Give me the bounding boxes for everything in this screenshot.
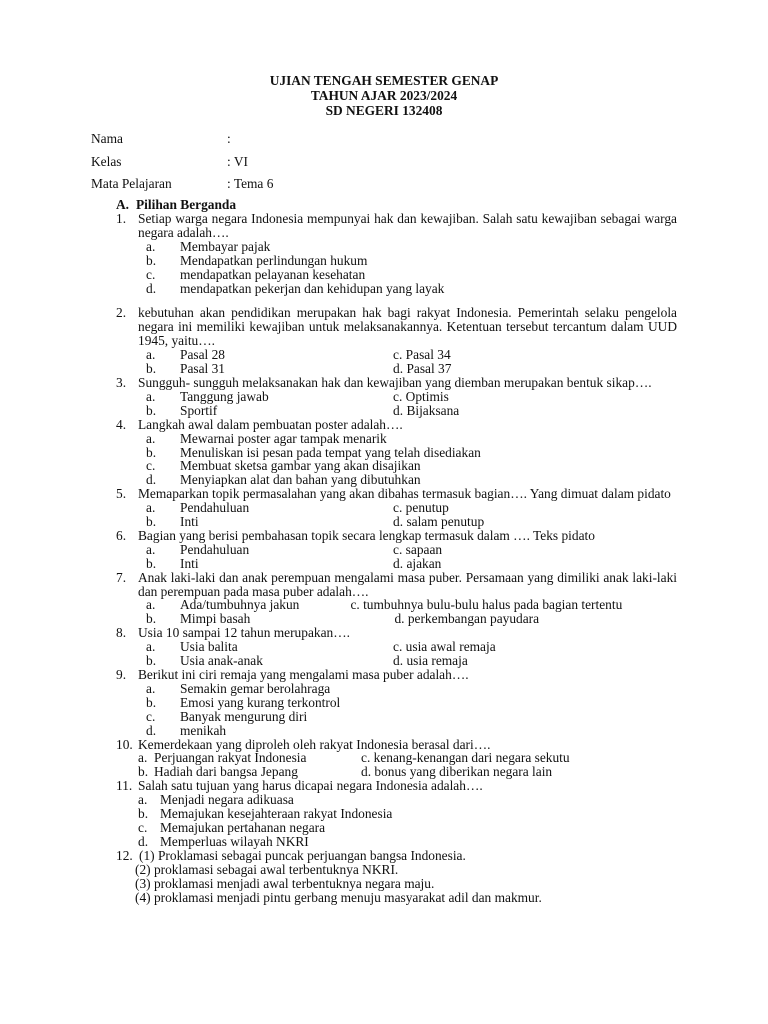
option-grid: [146, 348, 677, 376]
question-number: 6.: [116, 527, 127, 543]
option-letter: a.: [146, 541, 156, 557]
option-letter: b.: [146, 361, 157, 377]
question-4: [116, 418, 677, 488]
option-text: Membuat sketsa gambar yang akan disajikan: [180, 458, 421, 474]
option-d: [393, 404, 677, 418]
question-11: [116, 779, 677, 849]
question-number: 11.: [116, 778, 133, 794]
option-c: [138, 821, 677, 835]
info-label: Mata Pelajaran: [91, 176, 172, 191]
option-text: Memajukan kesejahteraan rakyat Indonesia: [160, 806, 393, 822]
option-text: d. usia remaja: [393, 653, 468, 669]
exam-header: [0, 73, 768, 118]
option-text: Tanggung jawab: [180, 388, 269, 404]
question-text: Usia 10 sampai 12 tahun merupakan….: [138, 625, 350, 641]
option-a: [146, 640, 393, 654]
question-number: 1.: [116, 211, 127, 226]
option-grid: [146, 390, 677, 418]
statement-4: (4) proklamasi menjadi pintu gerbang menuju masyarakat adil dan makmur.: [135, 889, 542, 905]
question-10: [116, 738, 677, 780]
option-c: [146, 710, 677, 724]
option-letter: a.: [146, 347, 156, 363]
option-d: [349, 612, 677, 626]
option-text: d. perkembangan payudara: [394, 611, 540, 627]
academic-year: TAHUN AJAR 2023/2024: [310, 88, 458, 103]
info-label: Nama: [91, 131, 123, 146]
question-number: 8.: [116, 625, 127, 641]
option-text: mendapatkan pekerjan dan kehidupan yang layak: [180, 280, 445, 296]
option-text: Menyiapkan alat dan bahan yang dibutuhkan: [180, 472, 421, 488]
option-list: [138, 793, 677, 849]
question-number: 10.: [116, 736, 133, 752]
info-value: :: [227, 131, 231, 146]
question-8: [116, 626, 677, 668]
option-d: [361, 765, 584, 779]
option-text: Banyak mengurung diri: [180, 708, 308, 724]
option-c: [146, 459, 677, 473]
option-text: Usia anak-anak: [180, 653, 263, 669]
option-letter: c.: [138, 819, 148, 835]
option-letter: a.: [138, 792, 148, 808]
option-text: d. bonus yang diberikan negara lain: [361, 764, 553, 780]
option-letter: b.: [146, 694, 157, 710]
option-letter: b.: [146, 402, 157, 418]
option-grid: [146, 543, 677, 571]
option-letter: b.: [146, 514, 157, 530]
option-a: [146, 598, 350, 612]
statement-3: (3) proklamasi menjadi awal terbentuknya negara maju.: [135, 875, 435, 891]
question-text: kebutuhan akan pendidikan merupakan hak bagi rakyat Indonesia. Pemerintah selaku pengelola negara ini memiliki kewajiban untuk melaksanakannya. Ketentuan tersebut tercantum dalam UUD 1945, yaitu….: [138, 305, 677, 349]
option-a: [146, 543, 393, 557]
option-letter: a.: [146, 238, 156, 254]
info-row-subject: [91, 176, 273, 199]
option-text: Hadiah dari bangsa Jepang: [154, 764, 298, 780]
option-letter: a.: [146, 388, 156, 404]
option-letter: a.: [146, 597, 156, 613]
option-letter: d.: [146, 472, 157, 488]
question-1: [116, 212, 677, 295]
option-text: c. Optimis: [393, 388, 449, 404]
question-number: 5.: [116, 486, 127, 502]
option-a: [146, 390, 393, 404]
option-a: [146, 432, 677, 446]
question-text: Sungguh- sungguh melaksanakan hak dan kewajiban yang diemban merupakan bentuk sikap….: [138, 374, 652, 390]
option-text: Mewarnai poster agar tampak menarik: [180, 430, 387, 446]
question-list: [116, 212, 677, 904]
student-info: [91, 131, 273, 199]
option-text: Emosi yang kurang terkontrol: [180, 694, 341, 710]
option-grid: [146, 598, 677, 626]
option-text: c. kenang-kenangan dari negara sekutu: [361, 750, 570, 766]
option-b: [146, 696, 677, 710]
question-9: [116, 668, 677, 738]
option-text: c. Pasal 34: [393, 347, 451, 363]
option-text: Pasal 31: [180, 361, 226, 377]
option-c: [393, 390, 677, 404]
option-d: [146, 473, 677, 487]
option-grid: [138, 751, 677, 779]
option-letter: c.: [146, 708, 156, 724]
option-text: Pendahuluan: [180, 500, 250, 516]
info-row-name: [91, 131, 273, 154]
option-text: d. Bijaksana: [393, 402, 460, 418]
option-text: Sportif: [180, 402, 218, 418]
option-text: c. usia awal remaja: [393, 639, 496, 655]
option-text: Memperluas wilayah NKRI: [160, 833, 309, 849]
question-number: 7.: [116, 569, 127, 585]
question-text: Berikut ini ciri remaja yang mengalami masa puber adalah….: [138, 667, 469, 682]
school-name: SD NEGERI 132408: [325, 103, 443, 118]
question-number: 2.: [116, 305, 127, 321]
option-a: [146, 682, 677, 696]
option-text: Ada/tumbuhnya jakun: [180, 597, 300, 613]
option-letter: a.: [146, 430, 156, 446]
option-c: [393, 543, 677, 557]
option-letter: d.: [138, 833, 149, 849]
info-value: : VI: [227, 153, 248, 169]
question-6: [116, 529, 677, 571]
section-heading: [116, 198, 236, 212]
option-text: d. salam penutup: [393, 514, 485, 530]
option-letter: a.: [146, 639, 156, 655]
question-5: [116, 487, 677, 529]
info-value: : Tema 6: [227, 176, 274, 191]
statement-list: [135, 849, 677, 905]
question-text: Salah satu tujuan yang harus dicapai negara Indonesia adalah….: [138, 778, 483, 794]
statement-1: (1) Proklamasi sebagai puncak perjuangan bangsa Indonesia.: [139, 847, 466, 863]
option-d: [138, 835, 677, 849]
option-a: [138, 793, 677, 807]
question-text: Kemerdekaan yang diproleh oleh rakyat Indonesia berasal dari….: [138, 736, 491, 752]
option-grid: [146, 640, 677, 668]
question-number: 4.: [116, 416, 127, 432]
option-b: [138, 765, 361, 779]
option-b: [146, 654, 393, 668]
option-b: [146, 254, 677, 268]
statement-2: (2) proklamasi sebagai awal terbentuknya NKRI.: [135, 861, 399, 877]
option-letter: c.: [146, 458, 156, 474]
option-letter: b.: [138, 806, 149, 822]
question-number: 9.: [116, 667, 127, 682]
question-number: 3.: [116, 374, 127, 390]
option-list: [146, 682, 677, 738]
option-list: [146, 432, 677, 488]
option-text: Mimpi basah: [180, 611, 251, 627]
option-a: [146, 501, 393, 515]
option-text: Memajukan pertahanan negara: [160, 819, 326, 835]
option-letter: d.: [146, 722, 157, 738]
option-c: [393, 348, 677, 362]
option-c: [350, 598, 677, 612]
option-b: [146, 404, 393, 418]
option-d: [393, 362, 677, 376]
option-text: c. penutup: [393, 500, 449, 516]
option-d: [393, 515, 677, 529]
option-b: [146, 612, 349, 626]
option-text: Inti: [180, 514, 199, 530]
option-text: Inti: [180, 555, 199, 571]
option-text: Usia balita: [180, 639, 238, 655]
option-text: Menuliskan isi pesan pada tempat yang telah disediakan: [180, 444, 481, 460]
option-b: [146, 557, 393, 571]
option-c: [393, 640, 677, 654]
option-text: mendapatkan pelayanan kesehatan: [180, 266, 366, 282]
question-text: Langkah awal dalam pembuatan poster adalah….: [138, 416, 403, 432]
question-3: [116, 376, 677, 418]
option-text: c. sapaan: [393, 541, 443, 557]
option-text: d. ajakan: [393, 555, 442, 571]
option-letter: b.: [146, 555, 157, 571]
option-c: [361, 751, 584, 765]
option-text: d. Pasal 37: [393, 361, 452, 377]
option-letter: b.: [138, 764, 149, 780]
section-letter: A.: [116, 197, 130, 212]
option-text: Perjuangan rakyat Indonesia: [154, 750, 307, 766]
option-b: [146, 515, 393, 529]
question-text: Bagian yang berisi pembahasan topik secara lengkap termasuk dalam …. Teks pidato: [138, 527, 595, 543]
option-d: [393, 654, 677, 668]
option-text: Pasal 28: [180, 347, 226, 363]
question-2: [116, 306, 677, 376]
option-a: [138, 751, 361, 765]
exam-title: UJIAN TENGAH SEMESTER GENAP: [269, 73, 499, 88]
option-c: [146, 268, 677, 282]
question-7: [116, 571, 677, 627]
option-d: [146, 724, 677, 738]
question-text: Anak laki-laki dan anak perempuan mengalami masa puber. Persamaan yang dimiliki anak laki-laki dan perempuan pada masa puber adalah….: [138, 569, 677, 599]
option-letter: b.: [146, 611, 157, 627]
option-d: [146, 282, 677, 296]
option-letter: a.: [138, 750, 148, 766]
section-title: Pilihan Berganda: [136, 197, 237, 212]
option-a: [146, 348, 393, 362]
option-text: menikah: [180, 722, 227, 738]
option-list: [146, 240, 677, 296]
option-letter: b.: [146, 653, 157, 669]
option-b: [146, 446, 677, 460]
info-row-class: [91, 154, 273, 177]
option-letter: a.: [146, 500, 156, 516]
option-text: Semakin gemar berolahraga: [180, 680, 331, 696]
option-text: Pendahuluan: [180, 541, 250, 557]
question-text: Setiap warga negara Indonesia mempunyai hak dan kewajiban. Salah satu kewajiban sebagai warga negara adalah….: [138, 211, 677, 240]
option-letter: b.: [146, 444, 157, 460]
option-c: [393, 501, 677, 515]
option-letter: d.: [146, 280, 157, 296]
option-d: [393, 557, 677, 571]
option-letter: b.: [146, 252, 157, 268]
option-grid: [146, 501, 677, 529]
question-text: Memaparkan topik permasalahan yang akan dibahas termasuk bagian…. Yang dimuat dalam pidato: [138, 486, 671, 502]
option-b: [146, 362, 393, 376]
option-text: Menjadi negara adikuasa: [160, 792, 294, 808]
question-number: 12.: [116, 847, 133, 863]
option-letter: a.: [146, 680, 156, 696]
question-12: [116, 849, 677, 905]
option-b: [138, 807, 677, 821]
option-text: c. tumbuhnya bulu-bulu halus pada bagian tertentu: [350, 597, 623, 613]
option-a: [146, 240, 677, 254]
option-letter: c.: [146, 266, 156, 282]
info-label: Kelas: [91, 153, 122, 169]
option-text: Mendapatkan perlindungan hukum: [180, 252, 368, 268]
option-text: Membayar pajak: [180, 238, 271, 254]
